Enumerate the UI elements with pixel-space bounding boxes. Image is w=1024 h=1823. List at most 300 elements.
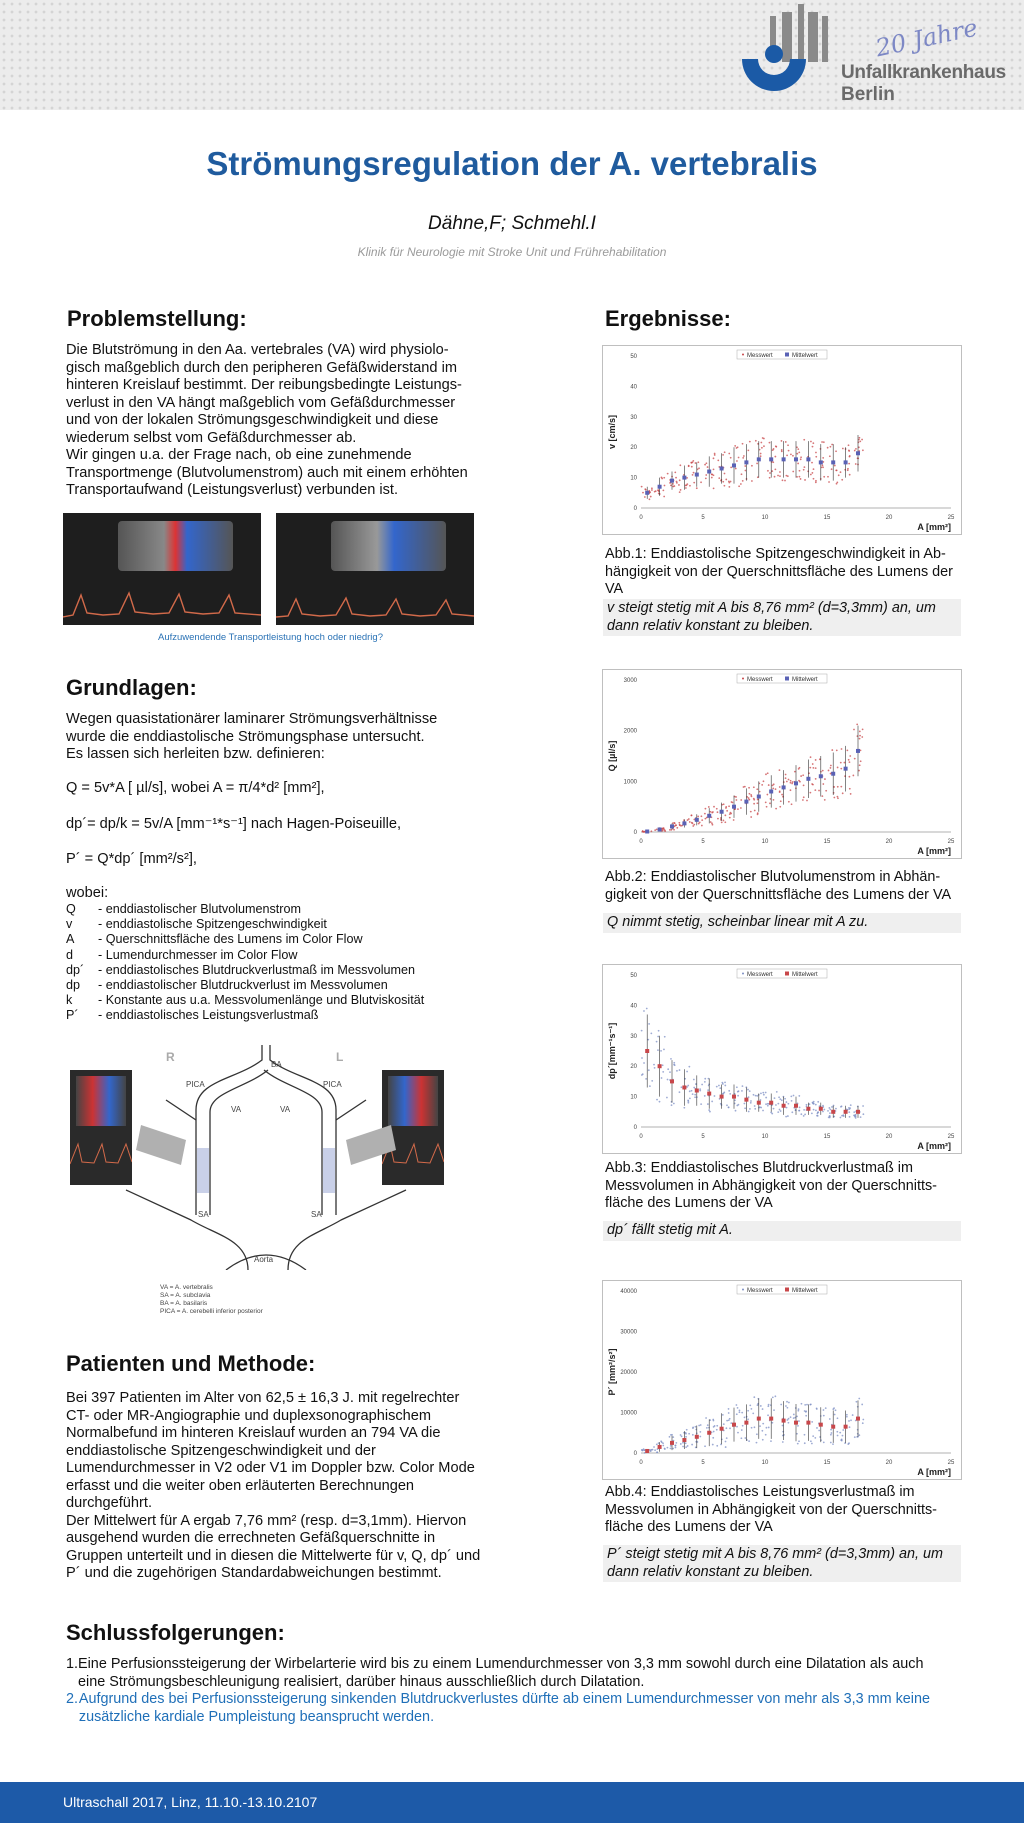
measurement-point	[763, 445, 765, 447]
measurement-point	[841, 1105, 843, 1107]
measurement-point	[730, 812, 732, 814]
measurement-point	[730, 457, 732, 459]
measurement-point	[643, 1010, 645, 1012]
legend-marker-mittelwert	[785, 1288, 789, 1292]
measurement-point	[803, 466, 805, 468]
measurement-point	[667, 1068, 669, 1070]
measurement-point	[839, 1432, 841, 1434]
measurement-point	[828, 770, 830, 772]
measurement-point	[812, 767, 814, 769]
mean-point	[856, 749, 860, 753]
conclusion-number: 2.	[66, 1691, 79, 1707]
measurement-point	[766, 1427, 768, 1429]
measurement-point	[688, 1066, 690, 1068]
measurement-point	[762, 1408, 764, 1410]
measurement-point	[664, 485, 666, 487]
measurement-point	[735, 468, 737, 470]
mean-point	[645, 491, 649, 495]
measurement-point	[691, 466, 693, 468]
measurement-point	[818, 1430, 820, 1432]
mean-point	[806, 457, 810, 461]
measurement-point	[815, 1109, 817, 1111]
measurement-point	[761, 447, 763, 449]
measurement-point	[753, 1396, 755, 1398]
mean-point	[658, 1064, 662, 1068]
measurement-point	[754, 1105, 756, 1107]
x-tick-label: 15	[823, 1134, 831, 1140]
measurement-point	[689, 821, 691, 823]
measurement-point	[653, 1446, 655, 1448]
y-tick-label: 50	[630, 973, 637, 979]
measurement-point	[812, 784, 814, 786]
legend-label: Mittelwert	[792, 1287, 818, 1294]
measurement-point	[651, 487, 653, 489]
formula-dp: dp´= dp/k = 5v/A [mm⁻¹*s⁻¹] nach Hagen-Poiseuille,	[66, 816, 402, 832]
mean-point	[720, 810, 724, 814]
measurement-point	[669, 1436, 671, 1438]
mean-point	[707, 1431, 711, 1435]
measurement-point	[862, 728, 864, 730]
measurement-point	[817, 1101, 819, 1103]
measurement-point	[686, 1429, 688, 1431]
measurement-point	[687, 1102, 689, 1104]
mean-point	[744, 1421, 748, 1425]
measurement-point	[730, 481, 732, 483]
measurement-point	[728, 1419, 730, 1421]
measurement-point	[656, 1041, 658, 1043]
measurement-point	[664, 1448, 666, 1450]
measurement-point	[760, 1405, 762, 1407]
mean-point	[695, 1435, 699, 1439]
measurement-point	[729, 1427, 731, 1429]
figure-3-caption: Abb.3: Enddiastolisches Blutdruckverlustmaß im Messvolumen in Abhängigkeit von der Querschnitts-fläche des Lumens der VA	[605, 1160, 937, 1211]
measurement-point	[818, 790, 820, 792]
chart-2	[602, 669, 962, 859]
measurement-point	[763, 438, 765, 440]
measurement-point	[843, 1115, 845, 1117]
measurement-point	[704, 1081, 706, 1083]
measurement-point	[737, 1432, 739, 1434]
x-tick-label: 25	[947, 515, 955, 521]
measurement-point	[756, 1433, 758, 1435]
mean-point	[794, 1421, 798, 1425]
measurement-point	[855, 1401, 857, 1403]
measurement-point	[738, 1104, 740, 1106]
measurement-point	[804, 479, 806, 481]
measurement-point	[673, 485, 675, 487]
measurement-point	[716, 1086, 718, 1088]
measurement-point	[816, 1427, 818, 1429]
measurement-point	[744, 1103, 746, 1105]
y-tick-label: 40000	[620, 1289, 637, 1295]
measurement-point	[658, 1442, 660, 1444]
measurement-point	[841, 479, 843, 481]
measurement-point	[806, 1104, 808, 1106]
measurement-point	[653, 1064, 655, 1066]
definition-row	[66, 932, 486, 947]
measurement-point	[722, 481, 724, 483]
measurement-point	[827, 1110, 829, 1112]
chart-3	[602, 964, 962, 1154]
mean-point	[831, 460, 835, 464]
measurement-point	[667, 1079, 669, 1081]
measurement-point	[734, 1099, 736, 1101]
mean-point	[707, 470, 711, 474]
measurement-point	[765, 1092, 767, 1094]
measurement-point	[848, 463, 850, 465]
measurement-point	[711, 812, 713, 814]
measurement-point	[822, 457, 824, 459]
legend-label: Messwert	[747, 1287, 773, 1294]
measurement-point	[765, 1097, 767, 1099]
measurement-point	[797, 448, 799, 450]
measurement-point	[751, 465, 753, 467]
y-tick-label: 10	[630, 475, 637, 482]
diagram-key-line: PICA = A. cerebelli inferior posterior	[160, 1308, 263, 1315]
measurement-point	[713, 806, 715, 808]
measurement-point	[859, 735, 861, 737]
measurement-point	[654, 829, 656, 831]
measurement-point	[811, 1421, 813, 1423]
measurement-point	[813, 468, 815, 470]
diagram-key-line: BA = A. basilaris	[160, 1300, 208, 1307]
measurement-point	[728, 1090, 730, 1092]
measurement-point	[657, 489, 659, 491]
legend-marker-mittelwert	[785, 972, 789, 976]
mean-point	[707, 1092, 711, 1096]
measurement-point	[849, 474, 851, 476]
measurement-point	[687, 1445, 689, 1447]
measurement-point	[705, 462, 707, 464]
measurement-point	[714, 453, 716, 455]
y-tick-label: 3000	[623, 678, 637, 684]
measurement-point	[803, 1109, 805, 1111]
measurement-point	[774, 456, 776, 458]
x-tick-label: 20	[885, 1460, 893, 1466]
measurement-point	[781, 794, 783, 796]
measurement-point	[796, 1415, 798, 1417]
mean-point	[645, 829, 649, 833]
measurement-point	[753, 786, 755, 788]
measurement-point	[815, 480, 817, 482]
measurement-point	[769, 472, 771, 474]
measurement-point	[650, 830, 652, 832]
measurement-point	[744, 1416, 746, 1418]
x-tick-label: 0	[639, 1134, 643, 1140]
measurement-point	[724, 1085, 726, 1087]
measurement-point	[837, 797, 839, 799]
measurement-point	[849, 1426, 851, 1428]
measurement-point	[800, 458, 802, 460]
y-tick-label: 0	[633, 1125, 637, 1131]
measurement-point	[850, 1104, 852, 1106]
measurement-point	[803, 439, 805, 441]
measurement-point	[848, 1420, 850, 1422]
measurement-point	[790, 1095, 792, 1097]
measurement-point	[760, 442, 762, 444]
x-tick-label: 10	[761, 1460, 769, 1466]
measurement-point	[714, 1425, 716, 1427]
measurement-point	[756, 1095, 758, 1097]
measurement-point	[797, 1425, 799, 1427]
measurement-point	[823, 1441, 825, 1443]
measurement-point	[646, 1008, 648, 1010]
measurement-point	[645, 489, 647, 491]
diagram-label-pica-r: PICA	[323, 1080, 342, 1089]
grundlagen-intro-line1: Wegen quasistationärer laminarer Strömungsverhältnisse	[66, 711, 438, 727]
measurement-point	[777, 1111, 779, 1113]
measurement-point	[765, 801, 767, 803]
measurement-point	[681, 1086, 683, 1088]
measurement-point	[747, 1410, 749, 1412]
mean-point	[782, 1419, 786, 1423]
mean-point	[658, 827, 662, 831]
mean-point	[782, 785, 786, 789]
measurement-point	[728, 486, 730, 488]
measurement-point	[750, 816, 752, 818]
measurement-point	[822, 783, 824, 785]
measurement-point	[842, 1435, 844, 1437]
measurement-point	[679, 1069, 681, 1071]
mean-point	[744, 800, 748, 804]
diagram-label-pica-l: PICA	[186, 1080, 205, 1089]
schluss-heading: Schlussfolgerungen:	[66, 1620, 285, 1645]
measurement-point	[670, 1058, 672, 1060]
measurement-point	[754, 1426, 756, 1428]
measurement-point	[682, 1446, 684, 1448]
measurement-point	[753, 798, 755, 800]
measurement-point	[840, 768, 842, 770]
footer	[0, 1782, 1024, 1823]
measurement-point	[692, 474, 694, 476]
diagram-label-aorta: Aorta	[254, 1255, 274, 1264]
measurement-point	[738, 485, 740, 487]
measurement-point	[813, 478, 815, 480]
measurement-point	[700, 1103, 702, 1105]
measurement-point	[837, 1417, 839, 1419]
measurement-point	[803, 1115, 805, 1117]
measurement-point	[859, 731, 861, 733]
measurement-point	[656, 1451, 658, 1453]
x-tick-label: 15	[823, 839, 831, 845]
measurement-point	[742, 480, 744, 482]
grundlagen-heading: Grundlagen:	[66, 675, 197, 700]
patienten-heading: Patienten und Methode:	[66, 1351, 316, 1376]
measurement-point	[711, 1101, 713, 1103]
measurement-point	[693, 1087, 695, 1089]
measurement-point	[799, 476, 801, 478]
patienten-paragraph-1: Bei 397 Patienten im Alter von 62,5 ± 16,3 J. mit regelrechter CT- oder MR-Angiographie und duplexsonographischem Normalbefund im hinteren Kreislauf wurden an 794 VA die enddiastolische Spitzengeschwindigkeit und der Lumendurchmesser in V2 oder V1 im Doppler bzw. Color Mode erfasst und die weiter oben erläuterten Berechnungen durchgeführt.	[66, 1390, 475, 1511]
measurement-point	[772, 1396, 774, 1398]
problem-paragraph-1: Die Blutströmung in den Aa. vertebrales (VA) wird physiolo-gisch maßgeblich durch den peripheren Gefäßwiderstand im hinteren Kreislauf bestimmt. Der reibungsbedingte Leistungs-verlust in den VA hängt maßgeblich vom Gefäßdurchmesser und von der lokalen Strömungsgeschwindigkeit und diese wiederum selbst vom Gefäßdurchmesser ab.	[66, 342, 462, 446]
measurement-point	[809, 1404, 811, 1406]
measurement-point	[736, 447, 738, 449]
measurement-point	[835, 1409, 837, 1411]
diagram-label-sa-l: SA	[198, 1210, 209, 1219]
measurement-point	[663, 1049, 665, 1051]
measurement-point	[663, 496, 665, 498]
measurement-point	[689, 1090, 691, 1092]
y-tick-label: 40	[630, 384, 637, 391]
measurement-point	[713, 468, 715, 470]
measurement-point	[833, 1105, 835, 1107]
measurement-point	[785, 1116, 787, 1118]
measurement-point	[861, 439, 863, 441]
diagram-label-va-l: VA	[231, 1105, 242, 1114]
measurement-point	[849, 1116, 851, 1118]
grundlagen-intro	[66, 711, 486, 764]
mean-point	[844, 460, 848, 464]
y-tick-label: 10000	[620, 1410, 637, 1417]
measurement-point	[848, 1111, 850, 1113]
measurement-point	[837, 767, 839, 769]
measurement-point	[689, 485, 691, 487]
measurement-point	[697, 461, 699, 463]
measurement-point	[709, 1419, 711, 1421]
measurement-point	[774, 469, 776, 471]
measurement-point	[792, 455, 794, 457]
measurement-point	[849, 776, 851, 778]
measurement-point	[704, 1445, 706, 1447]
measurement-point	[796, 453, 798, 455]
measurement-point	[733, 819, 735, 821]
measurement-point	[757, 812, 759, 814]
measurement-point	[676, 827, 678, 829]
measurement-point	[858, 1398, 860, 1400]
mean-point	[782, 1104, 786, 1108]
conclusion-item	[66, 1691, 946, 1726]
measurement-point	[771, 470, 773, 472]
measurement-point	[647, 1039, 649, 1041]
measurement-point	[701, 819, 703, 821]
measurement-point	[862, 449, 864, 451]
measurement-point	[682, 1442, 684, 1444]
measurement-point	[798, 1095, 800, 1097]
mean-point	[831, 1425, 835, 1429]
chart-1	[602, 345, 962, 535]
measurement-point	[704, 1078, 706, 1080]
measurement-point	[709, 1111, 711, 1113]
measurement-point	[698, 1425, 700, 1427]
measurement-point	[815, 1104, 817, 1106]
measurement-point	[751, 480, 753, 482]
measurement-point	[723, 1423, 725, 1425]
measurement-point	[859, 764, 861, 766]
logo-badge: 20 Jahre	[873, 13, 981, 63]
measurement-point	[670, 1447, 672, 1449]
measurement-point	[676, 1070, 678, 1072]
measurement-point	[674, 822, 676, 824]
measurement-point	[652, 1449, 654, 1451]
measurement-point	[686, 484, 688, 486]
measurement-point	[799, 1107, 801, 1109]
measurement-point	[662, 1445, 664, 1447]
measurement-point	[853, 1111, 855, 1113]
measurement-point	[810, 474, 812, 476]
measurement-point	[741, 1090, 743, 1092]
mean-point	[695, 473, 699, 477]
measurement-point	[691, 1444, 693, 1446]
measurement-point	[769, 802, 771, 804]
measurement-point	[811, 1443, 813, 1445]
measurement-point	[660, 1440, 662, 1442]
measurement-point	[785, 777, 787, 779]
diagram-key	[160, 1284, 263, 1316]
measurement-point	[667, 1447, 669, 1449]
measurement-point	[829, 1418, 831, 1420]
measurement-point	[699, 1431, 701, 1433]
measurement-point	[774, 1097, 776, 1099]
y-axis-label: P´ [mm²/s²]	[607, 1348, 617, 1396]
measurement-point	[662, 1064, 664, 1066]
measurement-point	[842, 792, 844, 794]
measurement-point	[651, 1080, 653, 1082]
measurement-point	[815, 456, 817, 458]
measurement-point	[643, 1062, 645, 1064]
measurement-point	[765, 1434, 767, 1436]
measurement-point	[650, 496, 652, 498]
measurement-point	[728, 1106, 730, 1108]
measurement-point	[692, 1093, 694, 1095]
measurement-point	[773, 1108, 775, 1110]
definition-symbol: Q	[66, 902, 76, 916]
measurement-point	[810, 1440, 812, 1442]
measurement-point	[790, 780, 792, 782]
y-tick-label: 1000	[623, 779, 637, 786]
measurement-point	[788, 1418, 790, 1420]
measurement-point	[810, 441, 812, 443]
definition-row	[66, 978, 486, 993]
mean-point	[645, 1449, 649, 1453]
measurement-point	[822, 770, 824, 772]
problem-paragraph-2: Wir gingen u.a. der Frage nach, ob eine zunehmende Transportmenge (Blutvolumenstrom) auch mit einem erhöhten Transportaufwand (Leistungsverlust) verbunden ist.	[66, 447, 468, 498]
measurement-point	[643, 1448, 645, 1450]
measurement-point	[716, 808, 718, 810]
measurement-point	[793, 1417, 795, 1419]
authors: Dähne,F; Schmehl.I	[428, 213, 596, 234]
measurement-point	[742, 1085, 744, 1087]
measurement-point	[819, 758, 821, 760]
measurement-point	[724, 814, 726, 816]
measurement-point	[728, 1408, 730, 1410]
mean-point	[695, 1089, 699, 1093]
measurement-point	[812, 763, 814, 765]
diagram-label-left: L	[336, 1050, 344, 1064]
legend-label: Mittelwert	[792, 676, 818, 683]
measurement-point	[831, 749, 833, 751]
measurement-point	[822, 466, 824, 468]
measurement-point	[675, 477, 677, 479]
measurement-point	[837, 786, 839, 788]
legend-label: Messwert	[747, 352, 773, 359]
measurement-point	[654, 1067, 656, 1069]
y-tick-label: 0	[633, 506, 637, 512]
measurement-point	[786, 454, 788, 456]
measurement-point	[737, 1095, 739, 1097]
x-tick-label: 5	[701, 1460, 705, 1466]
definition-symbol: k	[66, 993, 73, 1008]
measurement-point	[707, 1089, 709, 1091]
measurement-point	[736, 1426, 738, 1428]
y-tick-label: 0	[633, 1451, 637, 1457]
measurement-point	[829, 1115, 831, 1117]
measurement-point	[785, 1101, 787, 1103]
measurement-point	[748, 1111, 750, 1113]
problem-heading: Problemstellung:	[67, 306, 247, 331]
measurement-point	[809, 767, 811, 769]
measurement-point	[678, 484, 680, 486]
x-tick-label: 0	[639, 839, 643, 845]
